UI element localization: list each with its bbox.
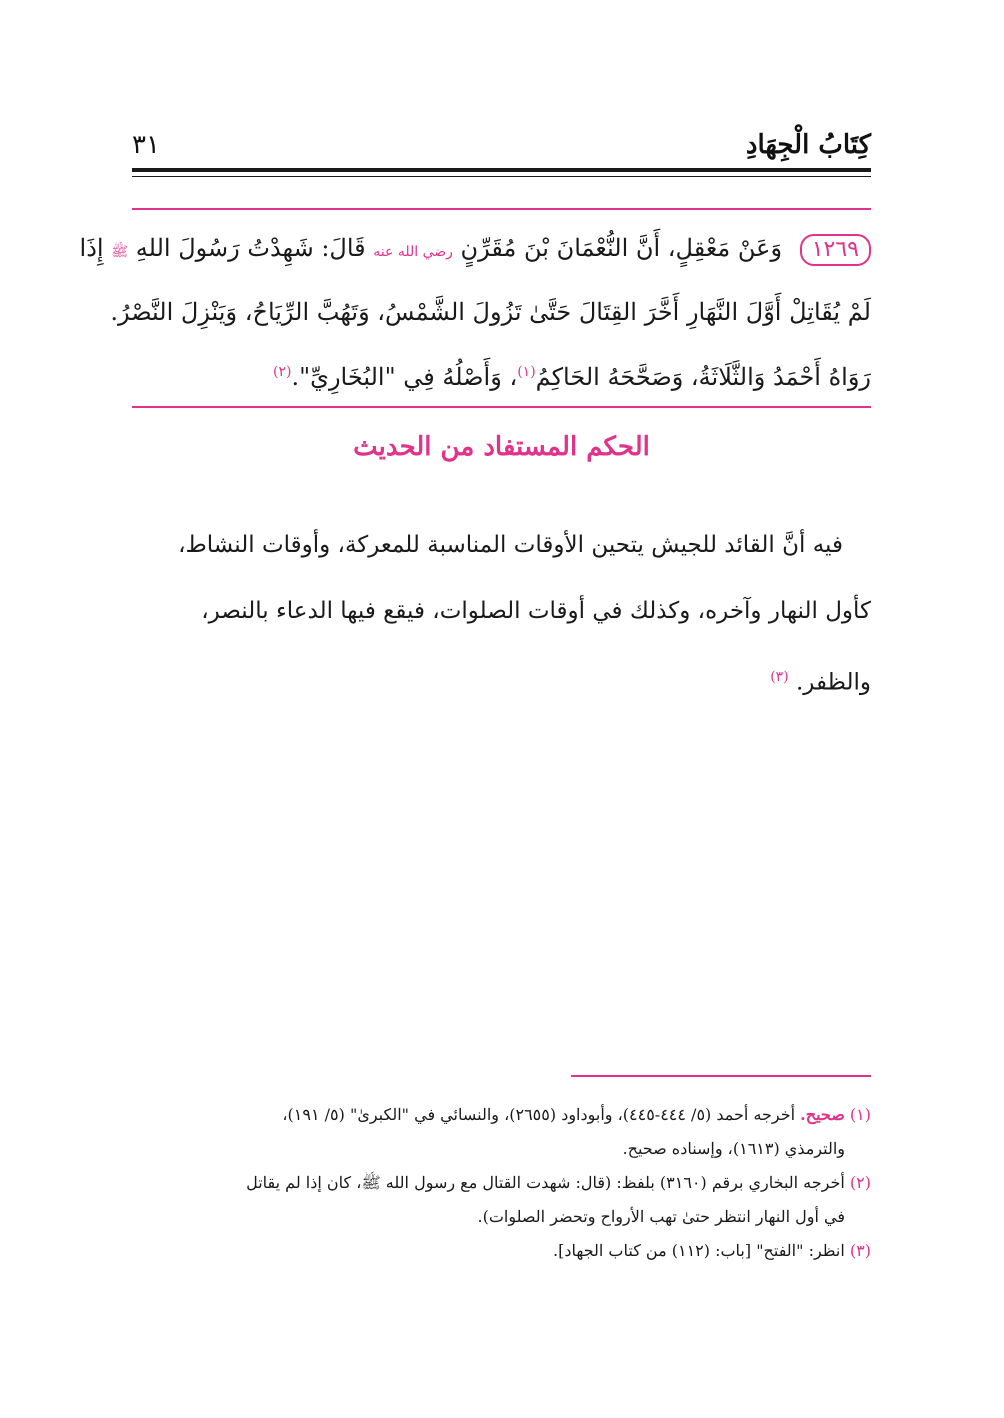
page-header: [132, 126, 871, 164]
hadith-text: رَوَاهُ أَحْمَدُ وَالثَّلَاثَةُ، وَصَحَّحَهُ الحَاكِمُ: [535, 363, 871, 391]
body-text: والظفر.: [795, 669, 871, 696]
header-rule-thick: [132, 168, 871, 172]
footnote-text: انظر: "الفتح" [باب: (١١٢) من كتاب الجهاد].: [552, 1241, 845, 1260]
footnote-1: [132, 1098, 871, 1132]
footnote-number: (٢): [849, 1173, 871, 1192]
hadith-top-rule: [132, 208, 871, 210]
footnote-ref-3[interactable]: (٣): [770, 669, 789, 685]
honorific-salla: ﷺ: [111, 244, 129, 260]
footnote-number: (٣): [849, 1241, 871, 1260]
grading-label: صحيح.: [800, 1105, 845, 1124]
footnote-1-cont: والترمذي (١٦١٣)، وإسناده صحيح.: [622, 1139, 845, 1158]
hadith-text: إِذَا: [79, 234, 104, 262]
footnote-3: [132, 1234, 871, 1268]
footnotes: [132, 1098, 871, 1268]
footnote-separator: [571, 1075, 871, 1077]
honorific-radiallah: رضي الله عنه: [373, 244, 453, 260]
footnote-ref-2[interactable]: (٢): [273, 364, 292, 380]
body-line-1: فيه أنَّ القائد للجيش يتحين الأوقات المناسبة للمعركة، وأوقات النشاط،: [178, 532, 843, 558]
hadith-text: ، وَأَصْلُهُ فِي "البُخَارِيِّ".: [291, 363, 518, 391]
book-title: كِتَابُ الْجِهَادِ: [745, 130, 871, 160]
hadith-text: قَالَ: شَهِدْتُ رَسُولَ اللهِ: [135, 234, 366, 262]
body-paragraph: [132, 512, 871, 716]
footnote-2-cont: في أول النهار انتظر حتىٰ تهب الأرواح وتحضر الصلوات).: [477, 1207, 845, 1226]
footnote-2: [132, 1166, 871, 1200]
page-number: ٣١: [132, 130, 160, 160]
hadith-block: [79, 218, 871, 407]
hadith-text: وَعَنْ مَعْقِلٍ، أَنَّ النُّعْمَانَ بْنَ مُقَرِّنٍ: [460, 234, 783, 262]
hadith-line-2: لَمْ يُقَاتِلْ أَوَّلَ النَّهَارِ أَخَّرَ القِتَالَ حَتَّىٰ تَزُولَ الشَّمْسُ، وَتَهُبَّ الرِّيَاحُ، وَيَنْزِلَ النَّصْرُ.: [110, 298, 871, 326]
hadith-number-badge: ١٢٦٩: [800, 234, 871, 266]
header-rule-thin: [132, 176, 871, 177]
footnote-text: أخرجه البخاري برقم (٣١٦٠) بلفظ: (قال: شهدت القتال مع رسول الله ﷺ، كان إذا لم يقاتل: [246, 1173, 845, 1192]
body-line-3: [132, 644, 871, 716]
hadith-line-3: [132, 342, 871, 407]
footnote-text: أخرجه أحمد (٥/ ٤٤٤-٤٤٥)، وأبوداود (٢٦٥٥)، والنسائي في "الكبرىٰ" (٥/ ١٩١)،: [282, 1105, 796, 1124]
footnote-ref-1[interactable]: (١): [517, 364, 536, 380]
footnote-number: (١): [849, 1105, 871, 1124]
hadith-bottom-rule: [132, 406, 871, 408]
section-heading: الحكم المستفاد من الحديث: [353, 432, 650, 462]
body-line-2: كأول النهار وآخره، وكذلك في أوقات الصلوات، فيقع فيها الدعاء بالنصر،: [201, 598, 871, 624]
hadith-line-1: [79, 218, 871, 282]
